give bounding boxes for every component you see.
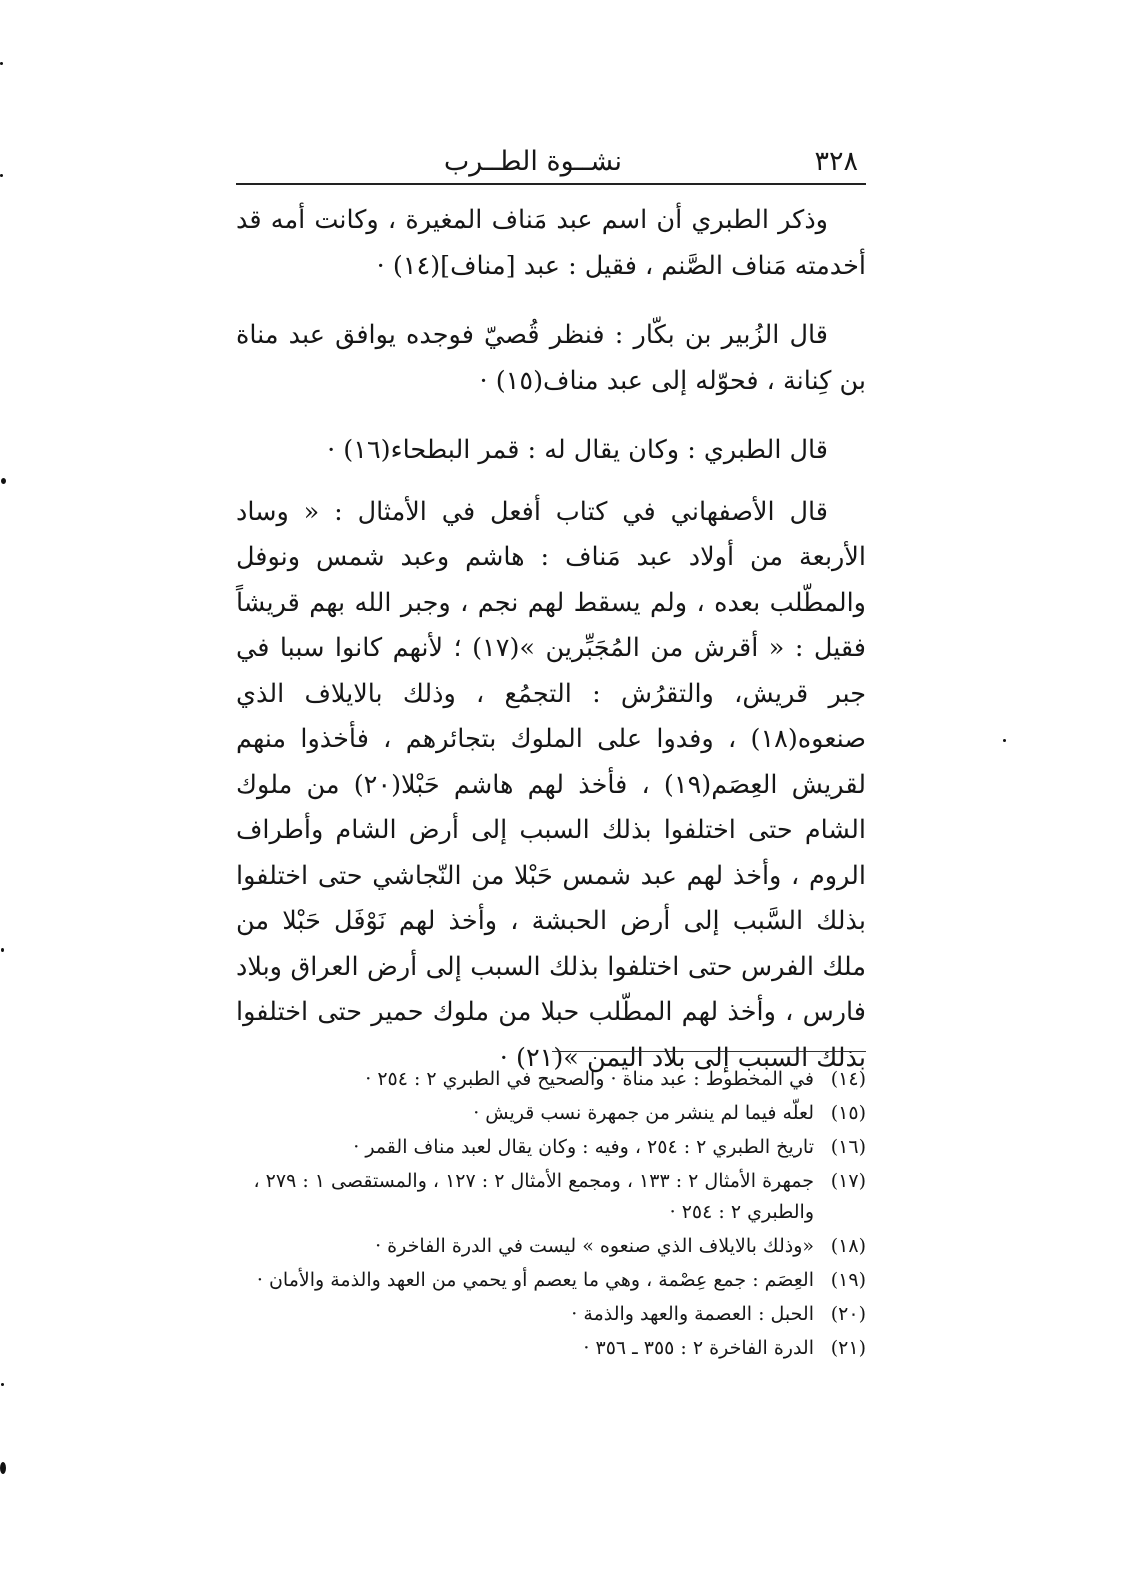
footnote-number: (١٨): [830, 1235, 866, 1257]
scan-speck: [1, 948, 4, 952]
scan-speck: [1, 478, 6, 484]
footnote-number: (١٤): [830, 1068, 866, 1090]
scan-speck: [1003, 739, 1006, 742]
footnote-text: جمهرة الأمثال ٢ : ١٣٣ ، ومجمع الأمثال ٢ : ١٢٧ ، والمستقصى ١ : ٢٧٩ ، والطبري ٢ : ٢٥٤ ·: [253, 1170, 814, 1223]
footnote: [236, 1231, 866, 1262]
footnote: [236, 1299, 866, 1330]
footnote-text: تاريخ الطبري ٢ : ٢٥٤ ، وفيه : وكان يقال لعبد مناف القمر ·: [353, 1136, 814, 1158]
footnote-number: (٢٠): [830, 1303, 866, 1325]
footnote-number: (١٩): [830, 1269, 866, 1291]
scan-speck: [0, 1462, 6, 1474]
footnote: [236, 1166, 866, 1228]
footnote-text: الحبل : العصمة والعهد والذمة ·: [571, 1303, 814, 1325]
footnote: [236, 1098, 866, 1129]
paragraph-text: قال الأصفهاني في كتاب أفعل في الأمثال : « وساد الأربعة من أولاد عبد مَناف : هاشم وعبد شمس ونوفل والمطّلب بعده ، ولم يسقط لهم نجم ، وجبر الله بهم قريشاً فقيل : « أقرش من المُجَبِّرين »(١٧) ؛ لأنهم كانوا سببا في جبر قريش، والتقرُش : التجمُع ، وذلك بالايلاف الذي صنعوه(١٨) ، وفدوا على الملوك بتجائرهم ، فأخذوا منهم لقريش العِصَم(١٩) ، فأخذ لهم هاشم حَبْلا(٢٠) من ملوك الشام حتى اختلفوا بذلك السبب إلى أرض الشام وأطراف الروم ، وأخذ لهم عبد شمس حَبْلا من النّجاشي حتى اختلفوا بذلك السَّبب إلى أرض الحبشة ، وأخذ لهم نَوْفَل حَبْلا من ملك الفرس حتى اختلفوا بذلك السبب إلى أرض العراق وبلاد فارس ، وأخذ لهم المطّلب حبلا من ملوك حمير حتى اختلفوا بذلك السبب إلى بلاد اليمن »(٢١) ·: [236, 496, 866, 1073]
footnote-number: (١٦): [830, 1136, 866, 1158]
paragraph: [236, 313, 866, 404]
paragraph-text: قال الطبري : وكان يقال له : قمر البطحاء(١٦) ·: [327, 435, 828, 465]
paragraph: [236, 428, 866, 474]
scan-speck: [0, 174, 3, 177]
footnote: [236, 1333, 866, 1364]
footnote: [236, 1132, 866, 1163]
footnote-text: لعلّه فيما لم ينشر من جمهرة نسب قريش ·: [473, 1102, 814, 1124]
paragraph-text: قال الزُبير بن بكّار : فنظر قُصيّ فوجده يوافق عبد مناة بن كِنانة ، فحوّله إلى عبد مناف(١٥) ·: [236, 320, 866, 396]
footnote-text: العِصَم : جمع عِصْمة ، وهي ما يعصم أو يحمي من العهد والذمة والأمان ·: [256, 1269, 814, 1291]
header-rule: [236, 183, 866, 185]
footnote-number: (١٧): [830, 1170, 866, 1192]
footnote-text: في المخطوط : عبد مناة · والصحيح في الطبري ٢ : ٢٥٤ ·: [365, 1068, 814, 1090]
scan-speck: [1, 1383, 4, 1386]
running-title: نشــوة الطــرب: [443, 146, 622, 177]
paragraph-text: وذكر الطبري أن اسم عبد مَناف المغيرة ، وكانت أمه قد أخدمته مَناف الصَّنم ، فقيل : عبد [مناف](١٤) ·: [236, 205, 866, 281]
footnote: [236, 1265, 866, 1296]
footnote-number: (٢١): [830, 1337, 866, 1359]
paragraph: [236, 490, 866, 1082]
footnote-text: «وذلك بالايلاف الذي صنعوه » ليست في الدرة الفاخرة ·: [375, 1235, 814, 1257]
page-header: [236, 140, 866, 186]
main-text: [236, 198, 866, 1105]
footnote-number: (١٥): [830, 1102, 866, 1124]
footnote-text: الدرة الفاخرة ٢ : ٣٥٥ ـ ٣٥٦ ·: [583, 1337, 814, 1359]
page-number: ٣٢٨: [814, 146, 858, 177]
footnotes-rule: [552, 1051, 866, 1052]
footnotes: [236, 1064, 866, 1367]
scan-speck: [0, 62, 3, 65]
footnote: [236, 1064, 866, 1095]
paragraph: [236, 198, 866, 289]
